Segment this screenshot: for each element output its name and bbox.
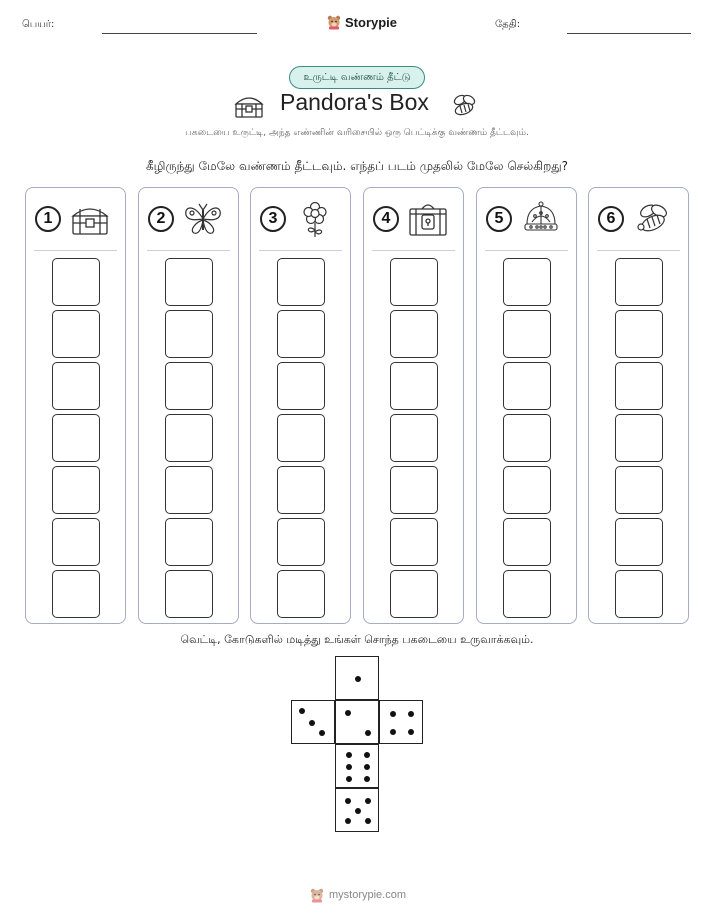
color-box[interactable] <box>390 466 438 514</box>
dice-face-1 <box>335 656 379 700</box>
dice-face-5 <box>335 788 379 832</box>
color-box[interactable] <box>165 414 213 462</box>
column-divider <box>147 250 230 251</box>
color-box[interactable] <box>277 362 325 410</box>
dice-pip <box>364 776 370 782</box>
color-box[interactable] <box>52 570 100 618</box>
butterfly-icon <box>181 200 225 238</box>
column-number: 3 <box>260 206 286 232</box>
locked-box-icon <box>406 200 450 238</box>
date-label: தேதி: <box>495 19 521 30</box>
color-box[interactable] <box>615 362 663 410</box>
color-box[interactable] <box>390 362 438 410</box>
treasure-chest-icon <box>233 92 265 120</box>
color-box[interactable] <box>165 258 213 306</box>
bee-icon <box>448 92 480 120</box>
dice-pip <box>346 776 352 782</box>
color-box[interactable] <box>390 518 438 566</box>
name-label: பெயர்: <box>22 19 55 30</box>
activity-badge: உருட்டி வண்ணம் தீட்டு <box>289 66 425 89</box>
dice-instruction: வெட்டி, கோடுகளில் மடித்து உங்கள் சொந்த பகடையை உருவாக்கவும். <box>180 633 534 646</box>
color-box[interactable] <box>390 570 438 618</box>
column-divider <box>597 250 680 251</box>
dice-pip <box>364 752 370 758</box>
dice-face-3 <box>291 700 335 744</box>
footer <box>309 887 406 903</box>
column-number: 4 <box>373 206 399 232</box>
dice-pip <box>355 808 361 814</box>
subtitle: பகடையை உருட்டி, அந்த எண்ணின் வரிசையில் ஒரு பெட்டிக்கு வண்ணம் தீட்டவும். <box>185 128 529 138</box>
column-2 <box>138 187 239 624</box>
dice-pip <box>345 818 351 824</box>
bee-icon <box>631 200 675 238</box>
column-4 <box>363 187 464 624</box>
column-number: 1 <box>35 206 61 232</box>
color-box[interactable] <box>52 518 100 566</box>
color-box[interactable] <box>615 258 663 306</box>
column-3 <box>250 187 351 624</box>
dice-pip <box>355 676 361 682</box>
dice-pip <box>319 730 325 736</box>
color-box[interactable] <box>165 310 213 358</box>
color-box[interactable] <box>165 518 213 566</box>
brand-logo <box>326 14 397 30</box>
color-box[interactable] <box>390 310 438 358</box>
bear-mascot-icon <box>309 887 325 903</box>
dice-pip <box>346 764 352 770</box>
color-box[interactable] <box>165 362 213 410</box>
color-box[interactable] <box>615 310 663 358</box>
dice-pip <box>309 720 315 726</box>
question: கீழிருந்து மேலே வண்ணம் தீட்டவும். எந்தப் படம் முதலில் மேலே செல்கிறது? <box>145 159 569 173</box>
dice-face-2 <box>335 700 379 744</box>
color-box[interactable] <box>615 414 663 462</box>
dice-pip <box>299 708 305 714</box>
page-title: Pandora's Box <box>280 89 429 115</box>
dice-pip <box>345 710 351 716</box>
color-box[interactable] <box>277 310 325 358</box>
color-box[interactable] <box>277 466 325 514</box>
column-number: 2 <box>148 206 174 232</box>
color-box[interactable] <box>165 466 213 514</box>
dice-pip <box>390 711 396 717</box>
crown-icon <box>519 200 563 238</box>
column-divider <box>259 250 342 251</box>
color-box[interactable] <box>52 258 100 306</box>
dice-pip <box>365 730 371 736</box>
color-box[interactable] <box>390 414 438 462</box>
dice-pip <box>408 711 414 717</box>
color-box[interactable] <box>52 414 100 462</box>
color-box[interactable] <box>165 570 213 618</box>
dice-pip <box>345 798 351 804</box>
flower-icon <box>293 200 337 238</box>
dice-pip <box>364 764 370 770</box>
dice-face-4 <box>379 700 423 744</box>
color-box[interactable] <box>277 570 325 618</box>
color-box[interactable] <box>615 466 663 514</box>
color-box[interactable] <box>52 310 100 358</box>
name-line[interactable] <box>102 33 257 34</box>
color-box[interactable] <box>503 570 551 618</box>
column-5 <box>476 187 577 624</box>
column-number: 5 <box>486 206 512 232</box>
column-6 <box>588 187 689 624</box>
color-box[interactable] <box>52 466 100 514</box>
column-1 <box>25 187 126 624</box>
bear-mascot-icon <box>326 14 342 30</box>
color-box[interactable] <box>503 258 551 306</box>
color-box[interactable] <box>277 414 325 462</box>
column-divider <box>372 250 455 251</box>
column-divider <box>34 250 117 251</box>
dice-pip <box>365 798 371 804</box>
dice-face-6 <box>335 744 379 788</box>
color-box[interactable] <box>615 518 663 566</box>
color-box[interactable] <box>277 518 325 566</box>
column-number: 6 <box>598 206 624 232</box>
dice-pip <box>365 818 371 824</box>
treasure-chest-icon <box>68 200 112 238</box>
color-box[interactable] <box>503 518 551 566</box>
brand-name: Storypie <box>345 14 398 30</box>
color-box[interactable] <box>503 414 551 462</box>
color-box[interactable] <box>277 258 325 306</box>
color-box[interactable] <box>390 258 438 306</box>
color-box[interactable] <box>503 362 551 410</box>
dice-pip <box>408 729 414 735</box>
color-box[interactable] <box>615 570 663 618</box>
color-box[interactable] <box>503 310 551 358</box>
date-line[interactable] <box>567 33 691 34</box>
dice-pip <box>390 729 396 735</box>
column-divider <box>485 250 568 251</box>
dice-pip <box>346 752 352 758</box>
color-box[interactable] <box>503 466 551 514</box>
footer-site: mystorypie.com <box>329 889 407 901</box>
color-box[interactable] <box>52 362 100 410</box>
